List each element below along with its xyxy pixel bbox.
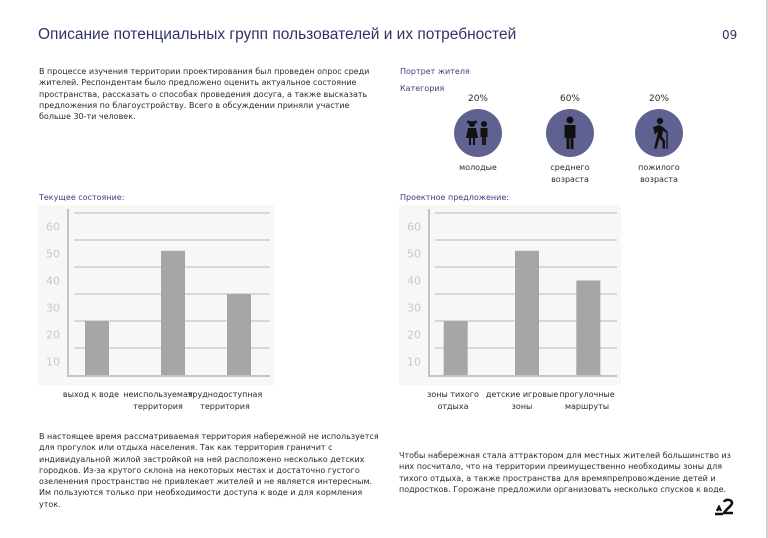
adult-icon — [546, 109, 594, 157]
y-tick-label: 30 — [407, 301, 421, 315]
x-label-line: прогулочные — [559, 390, 615, 399]
x-label-line: маршруты — [564, 401, 610, 411]
caption-line: молодые — [459, 163, 497, 172]
group-circle-middle — [546, 109, 594, 157]
x-label-line: отдыха — [437, 401, 469, 411]
x-label-line: территория — [133, 401, 183, 411]
bar — [85, 321, 109, 375]
bar — [444, 321, 468, 375]
y-tick-label: 40 — [46, 274, 60, 288]
intro-paragraph: В процессе изучения территории проектирования был проведен опрос среди жителей. Респондентам было предложено оценить актуальное состояние пространства, рассказать о способах проведения досуга, а также высказать предложения по благоустройству. Всего в обсуждении приняли участие больше 30-ти человек. — [39, 67, 370, 122]
caption-line: возраста — [640, 174, 678, 184]
chart-proposal-title: Проектное предложение: — [400, 193, 509, 202]
y-tick-label: 20 — [46, 328, 60, 342]
caption-line: возраста — [551, 174, 589, 184]
x-label-line: неиспользуемая — [123, 390, 193, 399]
group-percent-young: 20% — [467, 94, 488, 104]
category-label: Категория — [400, 84, 445, 93]
y-tick-label: 10 — [46, 355, 60, 369]
y-tick-label: 50 — [407, 247, 421, 261]
bar — [576, 281, 600, 376]
bar — [161, 251, 185, 375]
chart-current — [38, 205, 274, 385]
group-caption-elderly — [624, 162, 694, 185]
y-tick-label: 20 — [407, 328, 421, 342]
caption-line: пожилого — [638, 163, 680, 172]
x-label-line: зоны — [511, 401, 533, 411]
group-caption-middle — [535, 162, 605, 185]
y-tick-label: 60 — [46, 220, 60, 234]
chart-proposal — [399, 205, 621, 385]
x-label — [542, 389, 632, 412]
group-percent-elderly: 20% — [648, 94, 669, 104]
y-tick-label: 40 — [407, 274, 421, 288]
bar — [515, 251, 539, 375]
y-tick-label: 10 — [407, 355, 421, 369]
y-tick-label: 30 — [46, 301, 60, 315]
proposal-paragraph: Чтобы набережная стала аттрактором для местных жителей большинство из них посчитало, что на территории преимущественно необходимы зоны для тихого отдыха, а также пространства для времяпрепровождение детей и подростков. Горожане предложили организовать несколько спусков к воде. — [399, 451, 731, 494]
x-label-line: выход к воде — [62, 390, 120, 399]
x-label-line: территория — [200, 401, 250, 411]
caption-line: среднего — [550, 163, 590, 172]
group-circle-young — [454, 109, 502, 157]
page-title: Описание потенциальных групп пользователей и их потребностей — [38, 26, 517, 43]
x-label-line: детские игровые — [485, 390, 559, 399]
brand-logo-icon — [714, 497, 736, 517]
x-label — [180, 389, 270, 412]
bar — [227, 294, 251, 375]
elderly-icon — [635, 109, 683, 157]
y-tick-label: 50 — [46, 247, 60, 261]
children-icon — [454, 109, 502, 157]
portrait-title: Портрет жителя — [400, 67, 470, 76]
x-label-line: зоны тихого — [427, 390, 479, 399]
y-tick-label: 60 — [407, 220, 421, 234]
chart-current-title: Текущее состояние: — [39, 193, 125, 202]
x-label-line: труднодоступная — [187, 390, 263, 399]
group-circle-elderly — [635, 109, 683, 157]
group-caption-young — [443, 162, 513, 174]
page-number: 09 — [722, 28, 738, 42]
group-percent-middle: 60% — [559, 94, 580, 104]
current-state-paragraph: В настоящее время рассматриваемая территория набережной не используется для прогулок или отдыха населения. Так как территория граничит с индивидуальной жилой застройкой на ней расположено несколько детских городков. Из-за крутого склона на некоторых местах и достаточно густого озеленения пространство не привлекает жителей и не является интересным. Им пользуются только при необходимости доступа к воде и для кормления уток. — [39, 432, 379, 509]
